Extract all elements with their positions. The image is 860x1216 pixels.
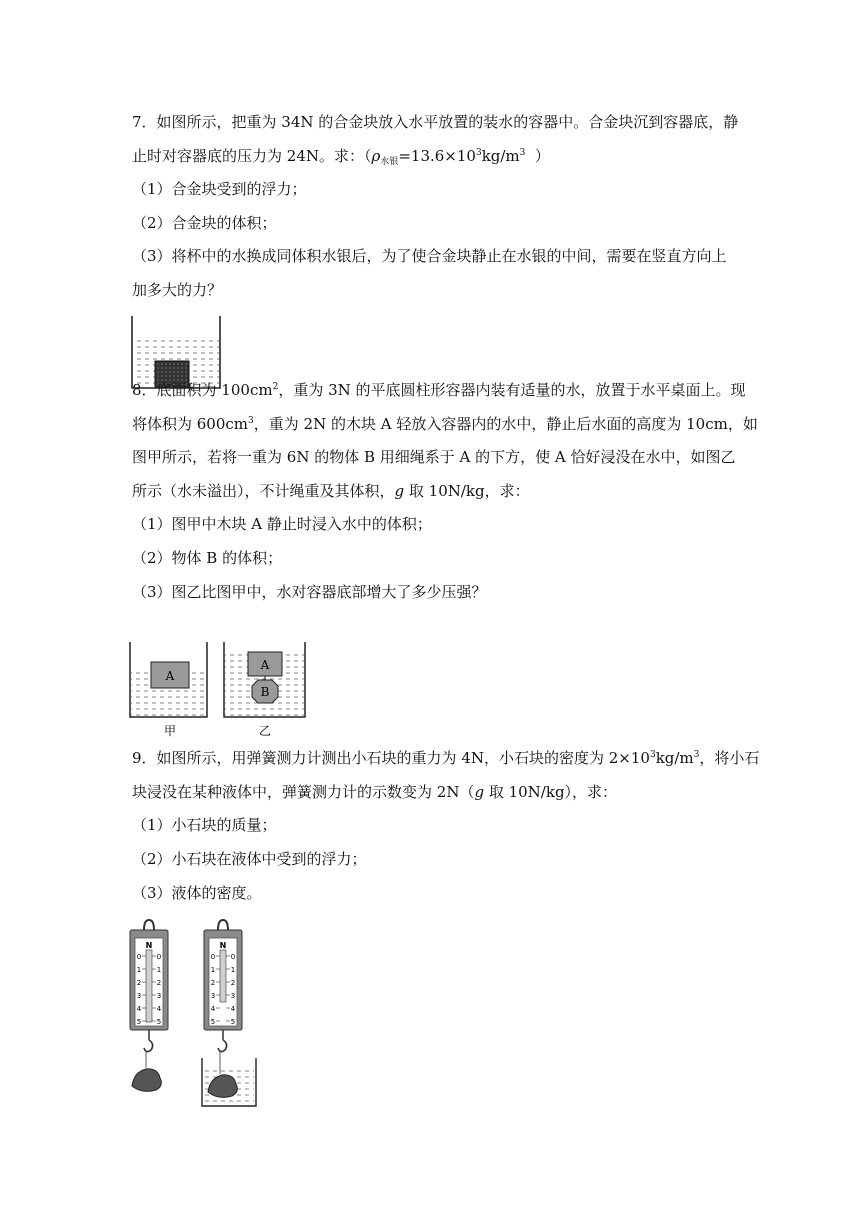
scale-tick-label: 1 <box>136 966 142 974</box>
spring-scale <box>202 920 256 1106</box>
q8-stem-line3: 图甲所示，若将一重为 6N 的物体 B 用细绳系于 A 的下方，使 A 恰好浸没在水中，如图乙 <box>132 448 736 466</box>
q8-text: 所示（水未溢出），不计绳重及其体积， <box>132 482 395 500</box>
scale-tick-label: 1 <box>210 966 216 974</box>
rho-unit: kg/m <box>481 147 520 165</box>
q8-text: ，重为 3N 的平底圆柱形容器内装有适量的水，放置于水平桌面上。现 <box>278 381 746 399</box>
top-ring <box>218 920 228 930</box>
object-b-label: B <box>260 685 270 699</box>
q7-stem-line1: 7．如图所示，把重为 34N 的合金块放入水平放置的装水的容器中。合金块沉到容器底，静 <box>132 113 739 131</box>
q8-text: ，重为 2N 的木块 A 轻放入容器内的水中，静止后水面的高度为 10cm，如 <box>253 415 758 433</box>
scale-tick-label: 4 <box>210 1005 216 1013</box>
exponent: 3 <box>248 416 254 426</box>
q9-text: ，将小石 <box>699 749 760 767</box>
q9-text: 9．如图所示，用弹簧测力计测出小石块的重力为 4N，小石块的密度为 2×10 <box>132 749 650 767</box>
q7-sub2: （2）合金块的体积； <box>132 214 277 232</box>
hook <box>144 1040 153 1052</box>
unit-exponent: 3 <box>693 750 700 760</box>
q8-text: 取 10N/kg，求： <box>404 482 530 500</box>
q7-stem-line2 <box>132 146 732 169</box>
q8-sub2: （2）物体 B 的体积； <box>132 549 283 567</box>
scale-unit: N <box>219 941 227 950</box>
exponent: 2 <box>272 382 279 392</box>
exponent: 3 <box>475 148 482 158</box>
scale-tick-label: 4 <box>156 1005 162 1013</box>
scale-tick-label: 3 <box>156 992 162 1000</box>
closing-paren: ） <box>525 147 550 165</box>
q8-sub1: （1）图甲中木块 A 静止时浸入水中的体积； <box>132 515 432 533</box>
scale-tick-label: 2 <box>136 979 142 987</box>
scale-tick-label: 2 <box>230 979 236 987</box>
scale-tick-label: 2 <box>210 979 216 987</box>
q8-figure-yi <box>221 640 307 738</box>
q9-sub1: （1）小石块的质量； <box>132 816 277 834</box>
spring-scale <box>130 920 168 1091</box>
rho-subscript: 水银 <box>380 157 399 167</box>
scale-tick-label: 0 <box>230 953 236 961</box>
q9-sub2: （2）小石块在液体中受到的浮力； <box>132 850 367 868</box>
top-ring <box>144 920 154 930</box>
q7-stem-line2-text: 止时对容器底的压力为 24N。求：（ <box>132 147 372 165</box>
scale-tick-label: 3 <box>136 992 142 1000</box>
scale-tick-label: 1 <box>156 966 162 974</box>
spring-tube <box>146 950 152 1022</box>
hook <box>218 1040 227 1052</box>
q9-text: 取 10N/kg），求： <box>484 783 618 801</box>
q8-figure-jia <box>127 640 209 738</box>
q9-text: 块浸没在某种液体中，弹簧测力计的示数变为 2N（ <box>132 783 475 801</box>
q8-sub3: （3）图乙比图甲中，水对容器底部增大了多少压强？ <box>132 583 487 601</box>
q9-stem-line1 <box>132 748 760 771</box>
block-a-label: A <box>260 658 270 672</box>
q8-text: 8．底面积为 100cm <box>132 381 273 399</box>
scale-tick-label: 5 <box>210 1018 216 1026</box>
spring-tube <box>220 950 226 1002</box>
q8-text: 将体积为 600cm <box>132 415 249 433</box>
scale-tick-label: 0 <box>136 953 142 961</box>
rho-value: =13.6×10 <box>398 147 476 165</box>
q9-sub3: （3）液体的密度。 <box>132 884 262 902</box>
q7-sub3-line1: （3）将杯中的水换成同体积水银后，为了使合金块静止在水银的中间，需要在竖直方向上 <box>132 247 727 265</box>
q7-sub3-line2: 加多大的力？ <box>132 281 223 299</box>
caption-yi: 乙 <box>258 724 272 738</box>
q9-text: kg/m <box>655 749 694 767</box>
q8-stem-line2 <box>132 414 758 437</box>
q8-stem-line1 <box>132 380 746 403</box>
q7-sub1: （1）合金块受到的浮力； <box>132 180 307 198</box>
q8-stem-line4 <box>132 481 732 501</box>
rho-symbol: ρ <box>371 147 381 165</box>
block-a-label: A <box>165 669 175 683</box>
exponent: 3 <box>649 750 656 760</box>
scale-unit: N <box>145 941 153 950</box>
scale-tick-label: 5 <box>230 1018 236 1026</box>
g-symbol: g <box>474 783 485 801</box>
scale-tick-label: 4 <box>136 1005 142 1013</box>
spring-scale-in-air <box>122 918 178 1108</box>
scale-tick-label: 1 <box>230 966 236 974</box>
scale-tick-label: 5 <box>136 1018 142 1026</box>
spring-scale-in-liquid <box>196 918 262 1113</box>
scale-tick-label: 3 <box>230 992 236 1000</box>
scale-tick-label: 3 <box>210 992 216 1000</box>
g-symbol: g <box>394 482 405 500</box>
caption-jia: 甲 <box>163 724 177 738</box>
scale-tick-label: 5 <box>156 1018 162 1026</box>
stone <box>132 1069 161 1091</box>
scale-tick-label: 0 <box>210 953 216 961</box>
scale-tick-label: 2 <box>156 979 162 987</box>
unit-exponent: 3 <box>519 148 526 158</box>
q9-stem-line2 <box>132 782 732 802</box>
scale-tick-label: 0 <box>156 953 162 961</box>
scale-tick-label: 4 <box>230 1005 236 1013</box>
